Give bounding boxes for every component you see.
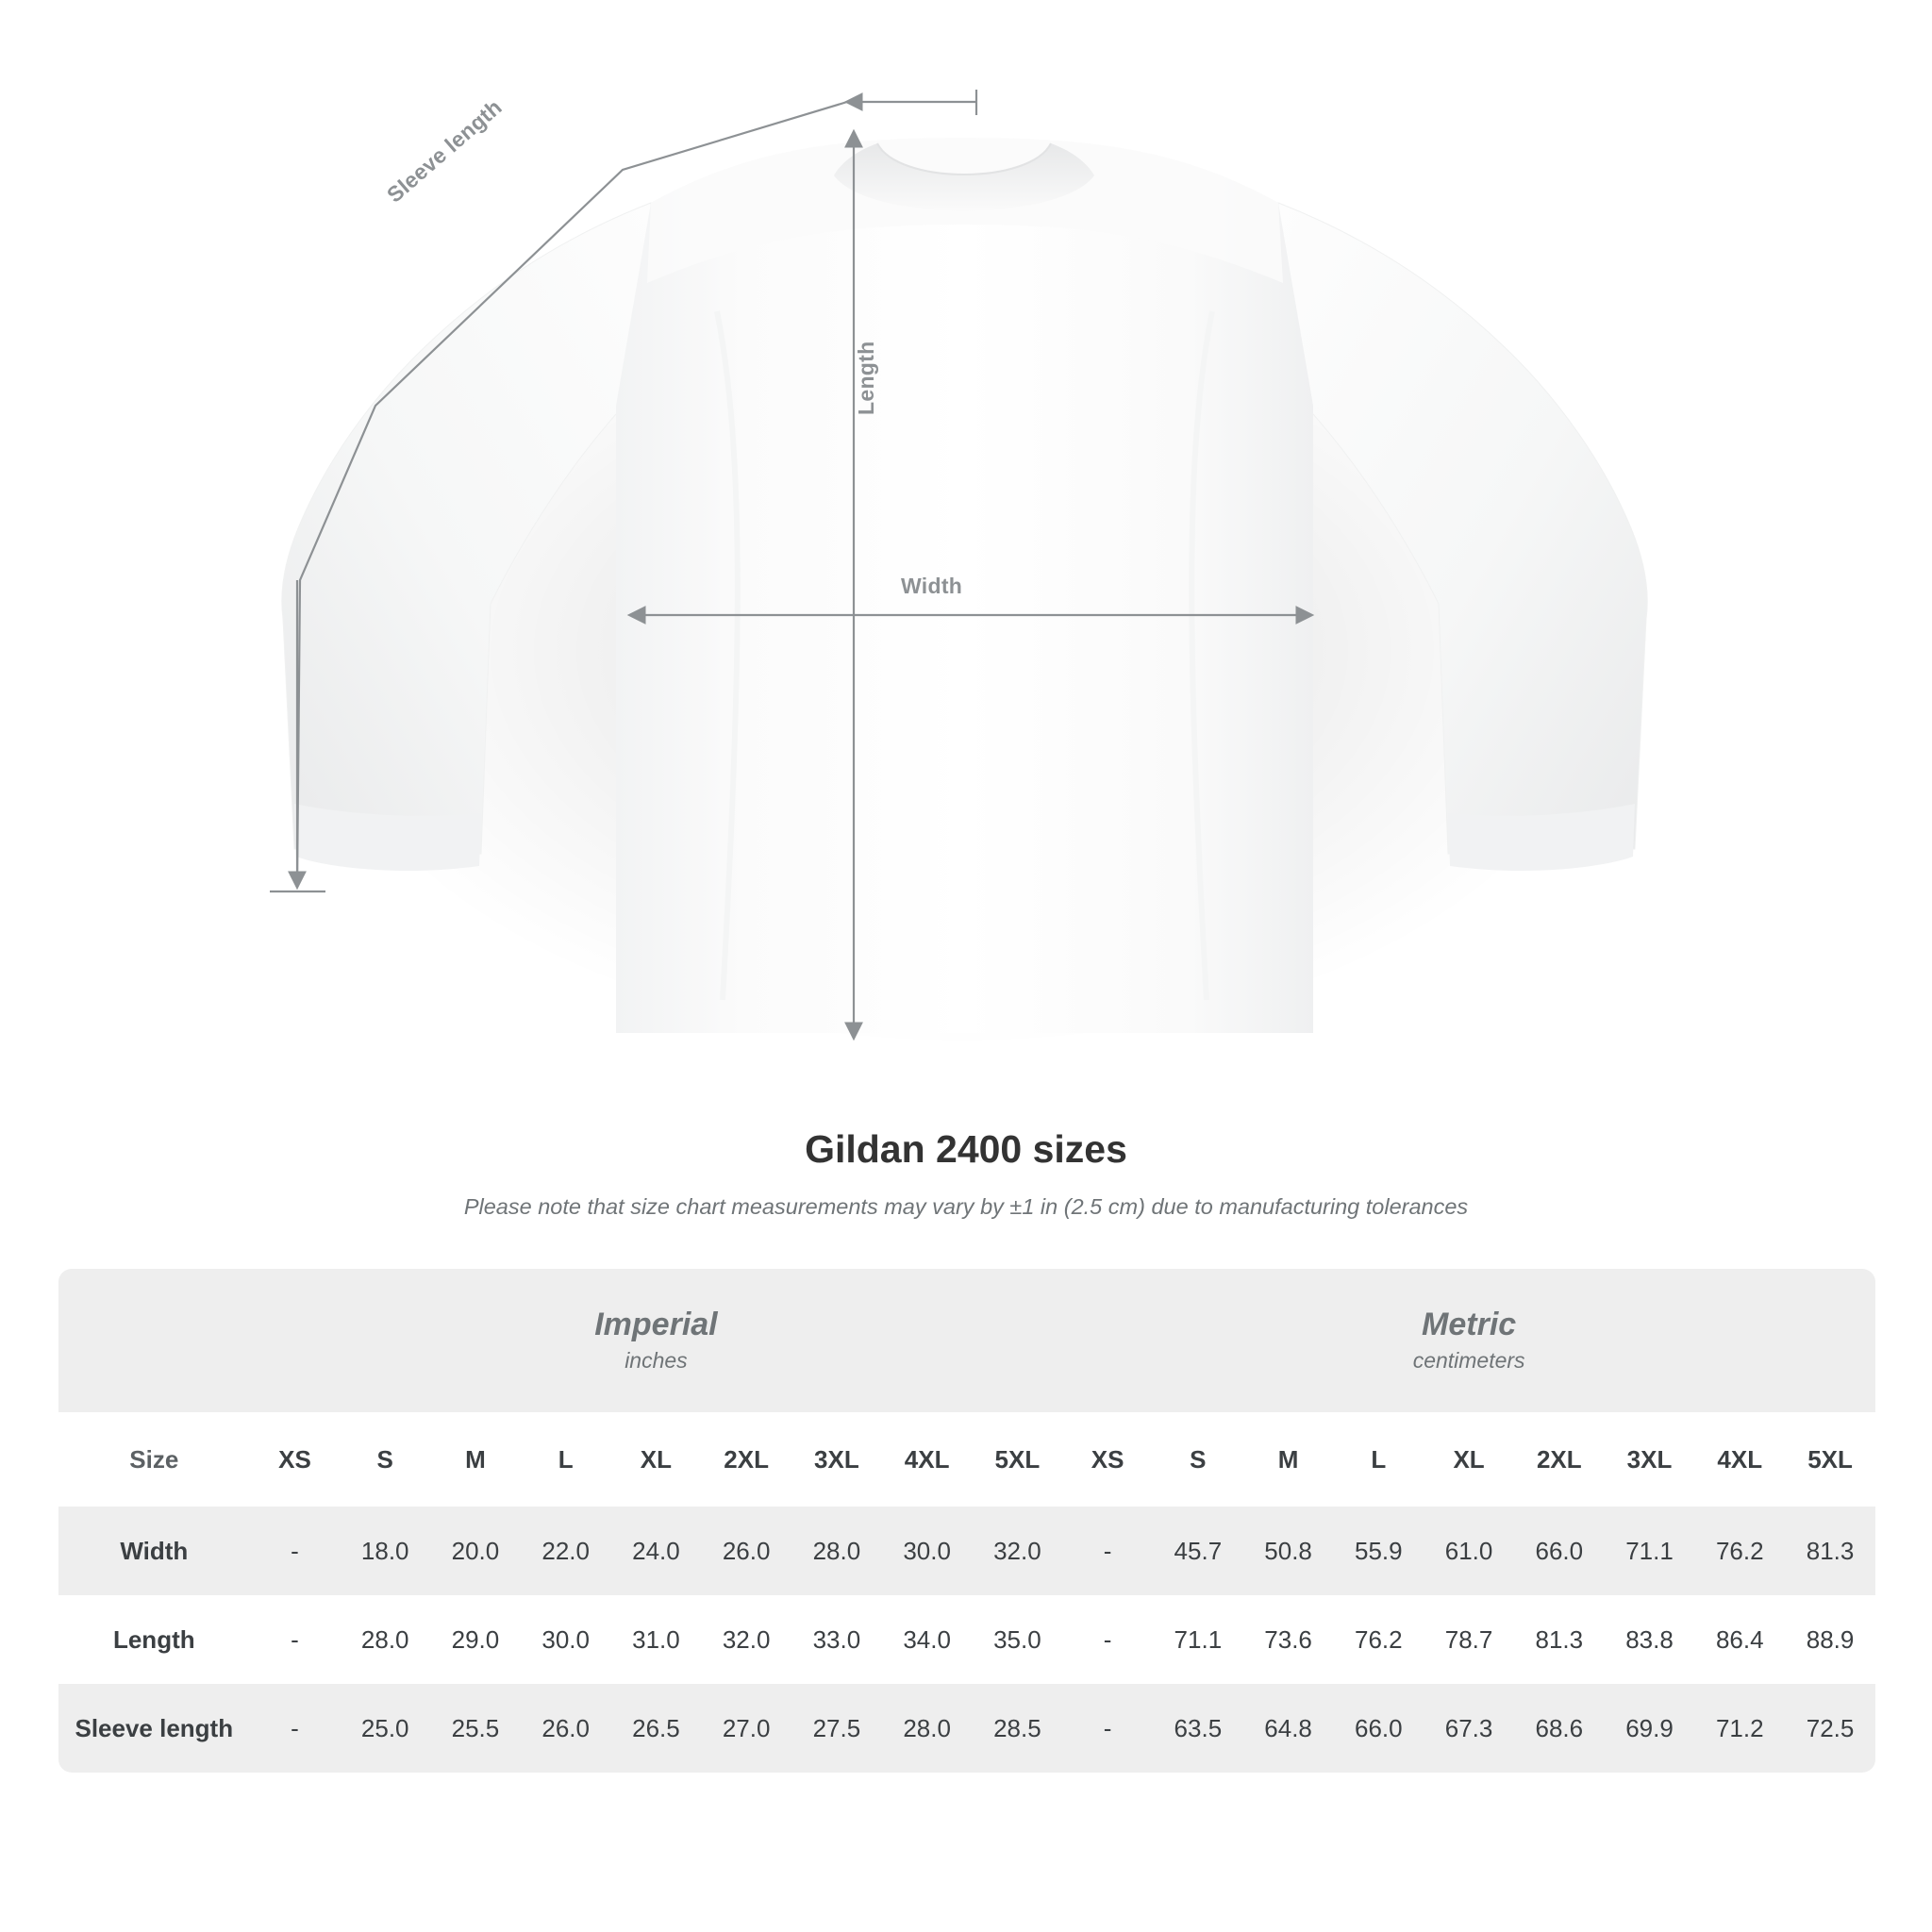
cell-sleeve-metric-2xl: 68.6 [1514,1684,1605,1773]
cell-width-imperial-xs: - [250,1507,341,1595]
length-dimension-label: Length [854,341,878,415]
size-header-metric-xl: XL [1424,1412,1514,1507]
unit-header-spacer [58,1269,250,1412]
cell-sleeve-metric-xl: 67.3 [1424,1684,1514,1773]
size-header-metric-m: M [1243,1412,1334,1507]
cell-length-imperial-5xl: 35.0 [972,1595,1062,1684]
cell-length-metric-l: 76.2 [1333,1595,1424,1684]
cell-length-metric-xl: 78.7 [1424,1595,1514,1684]
cell-length-metric-3xl: 83.8 [1605,1595,1695,1684]
cell-width-imperial-xl: 24.0 [611,1507,702,1595]
size-header-imperial-s: S [340,1412,430,1507]
size-header-metric-xs: XS [1062,1412,1153,1507]
cell-sleeve-metric-5xl: 72.5 [1785,1684,1875,1773]
table-row [58,1507,1875,1595]
table-row [58,1684,1875,1773]
width-dimension-label: Width [901,574,963,598]
size-header-imperial-l: L [521,1412,611,1507]
cell-sleeve-imperial-xs: - [250,1684,341,1773]
cell-length-imperial-3xl: 33.0 [791,1595,882,1684]
row-label-sleeve-length: Sleeve length [58,1684,250,1773]
cell-sleeve-imperial-5xl: 28.5 [972,1684,1062,1773]
size-header-metric-5xl: 5XL [1785,1412,1875,1507]
unit-metric-sub: centimeters [1412,1348,1525,1373]
cell-sleeve-metric-3xl: 69.9 [1605,1684,1695,1773]
cell-sleeve-imperial-3xl: 27.5 [791,1684,882,1773]
cell-width-metric-5xl: 81.3 [1785,1507,1875,1595]
cell-width-imperial-4xl: 30.0 [882,1507,973,1595]
cell-length-imperial-m: 29.0 [430,1595,521,1684]
cell-width-metric-2xl: 66.0 [1514,1507,1605,1595]
cell-width-imperial-s: 18.0 [340,1507,430,1595]
cell-sleeve-metric-m: 64.8 [1243,1684,1334,1773]
table-row [58,1595,1875,1684]
size-header-row [58,1412,1875,1507]
cell-width-metric-m: 50.8 [1243,1507,1334,1595]
unit-imperial-name: Imperial [594,1306,718,1342]
cell-length-imperial-4xl: 34.0 [882,1595,973,1684]
size-header-metric-l: L [1333,1412,1424,1507]
cell-length-imperial-s: 28.0 [340,1595,430,1684]
cell-width-metric-3xl: 71.1 [1605,1507,1695,1595]
cell-sleeve-imperial-m: 25.5 [430,1684,521,1773]
cell-length-imperial-2xl: 32.0 [701,1595,791,1684]
cell-length-imperial-xl: 31.0 [611,1595,702,1684]
unit-header-imperial [250,1269,1063,1412]
cell-sleeve-imperial-xl: 26.5 [611,1684,702,1773]
cell-length-metric-5xl: 88.9 [1785,1595,1875,1684]
unit-header-metric [1062,1269,1875,1412]
unit-imperial-sub: inches [625,1348,688,1373]
size-header-metric-4xl: 4XL [1694,1412,1785,1507]
size-header-label: Size [58,1412,250,1507]
cell-length-imperial-xs: - [250,1595,341,1684]
cell-sleeve-metric-s: 63.5 [1153,1684,1243,1773]
cell-width-metric-xs: - [1062,1507,1153,1595]
cell-length-metric-s: 71.1 [1153,1595,1243,1684]
cell-width-metric-l: 55.9 [1333,1507,1424,1595]
cell-width-imperial-m: 20.0 [430,1507,521,1595]
cell-sleeve-imperial-2xl: 27.0 [701,1684,791,1773]
cell-length-metric-m: 73.6 [1243,1595,1334,1684]
sleeve-length-dimension-label: Sleeve length [382,94,507,208]
size-header-metric-s: S [1153,1412,1243,1507]
cell-sleeve-imperial-4xl: 28.0 [882,1684,973,1773]
cell-width-metric-s: 45.7 [1153,1507,1243,1595]
cell-width-metric-xl: 61.0 [1424,1507,1514,1595]
size-header-imperial-xl: XL [611,1412,702,1507]
title-block [0,1127,1932,1220]
size-table-container [58,1269,1875,1773]
size-header-imperial-xs: XS [250,1412,341,1507]
cell-sleeve-imperial-l: 26.0 [521,1684,611,1773]
size-table [58,1269,1875,1773]
unit-metric-name: Metric [1422,1306,1517,1342]
page-title: Gildan 2400 sizes [805,1127,1127,1171]
size-header-metric-2xl: 2XL [1514,1412,1605,1507]
cell-length-imperial-l: 30.0 [521,1595,611,1684]
tolerance-note: Please note that size chart measurements may vary by ±1 in (2.5 cm) due to manufacturing tolerances [463,1194,1469,1219]
size-header-imperial-2xl: 2XL [701,1412,791,1507]
cell-sleeve-metric-xs: - [1062,1684,1153,1773]
row-label-length: Length [58,1595,250,1684]
cell-length-metric-xs: - [1062,1595,1153,1684]
cell-width-imperial-2xl: 26.0 [701,1507,791,1595]
cell-sleeve-imperial-s: 25.0 [340,1684,430,1773]
size-header-imperial-5xl: 5XL [972,1412,1062,1507]
row-label-width: Width [58,1507,250,1595]
cell-sleeve-metric-l: 66.0 [1333,1684,1424,1773]
size-header-metric-3xl: 3XL [1605,1412,1695,1507]
cell-length-metric-2xl: 81.3 [1514,1595,1605,1684]
size-header-imperial-3xl: 3XL [791,1412,882,1507]
cell-length-metric-4xl: 86.4 [1694,1595,1785,1684]
unit-header-row [58,1269,1875,1412]
cell-width-imperial-3xl: 28.0 [791,1507,882,1595]
cell-width-imperial-l: 22.0 [521,1507,611,1595]
cell-sleeve-metric-4xl: 71.2 [1694,1684,1785,1773]
cell-width-metric-4xl: 76.2 [1694,1507,1785,1595]
size-header-imperial-4xl: 4XL [882,1412,973,1507]
size-header-imperial-m: M [430,1412,521,1507]
cell-width-imperial-5xl: 32.0 [972,1507,1062,1595]
